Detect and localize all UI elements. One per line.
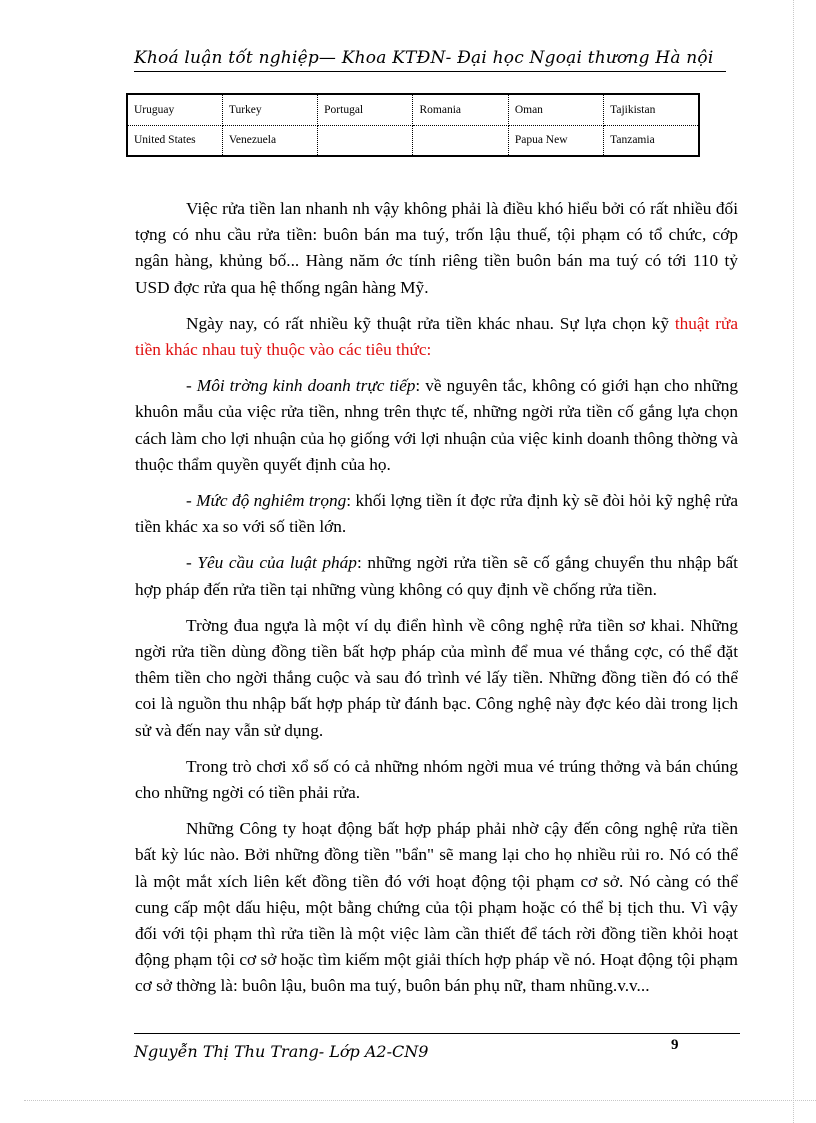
body-text [135,196,738,1010]
paragraph [135,550,738,602]
paragraph-text: : những ngời rửa tiền sẽ cố gắng chuyển thu nhập bất hợp pháp đến rửa tiền tại những vùng không có quy định về chống rửa tiền. [135,553,738,599]
paragraph: Trờng đua ngựa là một ví dụ điển hình về công nghệ rửa tiền sơ khai. Những ngời rửa tiền dùng đồng tiền bất hợp pháp của mình để mua vé thắng cợc, có thể đặt thêm tiền cho ngời thắng cuộc và sau đó trình vé lấy tiền. Những đồng tiền đó có thể coi là nguồn thu nhập bất hợp pháp từ đánh bạc. Công nghệ này đợc kéo dài trong lịch sử và đến nay vẫn sử dụng. [135,615,738,740]
table-cell: Venezuela [222,125,317,156]
header-divider [134,71,726,72]
highlighted-text: thuật rửa tiền khác nhau tuỳ thuộc vào các tiêu thức: [135,313,738,360]
table-cell [318,125,413,156]
paragraph: Trong trò chơi xổ số có cả những nhóm ngời mua vé trúng thởng và bán chúng cho những ngời có tiền phải rửa. [135,756,738,803]
page-boundary-right [793,0,794,1123]
table-cell: Oman [508,94,603,125]
criterion-label: - Môi trờng kinh doanh trực tiếp [186,376,416,396]
page-header-title: Khoá luận tốt nghiệp— Khoa KTĐN- Đại học Ngoại thương Hà nội [134,48,714,68]
footer-author: Nguyễn Thị Thu Trang- Lớp A2-CN9 [134,1042,429,1061]
page-number: 9 [671,1037,679,1053]
paragraph: Việc rửa tiền lan nhanh nh vậy không phải là điều khó hiểu bởi có rất nhiều đối tợng có nhu cầu rửa tiền: buôn bán ma tuý, trốn lậu thuế, tội phạm có tổ chức, cớp ngân hàng, khủng bố... Hàng năm ớc tính riêng tiền buôn bán ma tuý có tới 110 tỷ USD đợc rửa qua hệ thống ngân hàng Mỹ. [135,199,738,297]
table-cell: Tanzamia [610,134,655,147]
table-row [127,125,699,156]
criterion-label: - Yêu cầu của luật pháp [186,553,357,573]
table-row [127,94,699,125]
paragraph [135,488,738,540]
footer-divider [134,1033,740,1034]
table-cell: Portugal [318,94,413,125]
paragraph-text: : khối lợng tiền ít đợc rửa định kỳ sẽ đòi hỏi kỹ nghệ rửa tiền khác xa so với số tiền lớn. [135,491,738,537]
table-cell [413,125,508,156]
paragraph [135,373,738,478]
paragraph: Những Công ty hoạt động bất hợp pháp phải nhờ cậy đến công nghệ rửa tiền bất kỳ lúc nào. Bởi những đồng tiền "bẩn" sẽ mang lại cho họ nhiều rủi ro. Nó có thể là một mắt xích liên kết đồng tiền đó với hoạt động tội phạm cơ sở. Nó càng có thể cung cấp một dấu hiệu, một bằng chứng của tội phạm hoặc có thể bị tịch thu. Vì vậy đối với tội phạm thì rửa tiền là một việc làm cần thiết để tách rời đồng tiền khỏi hoạt động phạm tội cơ sở hoặc tìm kiếm một giải thích hợp pháp về nó. Hoạt động tội phạm cơ sở thờng là: buôn lậu, buôn ma tuý, buôn bán phụ nữ, tham nhũng.v.v... [135,819,738,996]
table-cell: Tajikistan [604,94,699,125]
table-cell: Romania [413,94,508,125]
criterion-label: - Mức độ nghiêm trọng [186,491,347,511]
paragraph [135,311,738,363]
paragraph-text: : về nguyên tắc, không có giới hạn cho những khuôn mẫu của việc rửa tiền, nhng trên thực tế, những ngời rửa tiền cố gắng lựa chọn cách làm cho lợi nhuận của họ giống với lợi nhuận của việc kinh doanh thông thờng và thuộc thẩm quyền quyết định của họ. [135,376,738,474]
table-cell: Uruguay [127,94,222,125]
paragraph-text: Ngày nay, có rất nhiều kỹ thuật rửa tiền khác nhau. Sự lựa chọn kỹ [186,313,675,333]
page-boundary-bottom [24,1100,816,1101]
country-table [126,93,700,157]
table-cell: Papua New [508,125,603,156]
table-cell: Turkey [222,94,317,125]
table-cell: United States [127,125,222,156]
